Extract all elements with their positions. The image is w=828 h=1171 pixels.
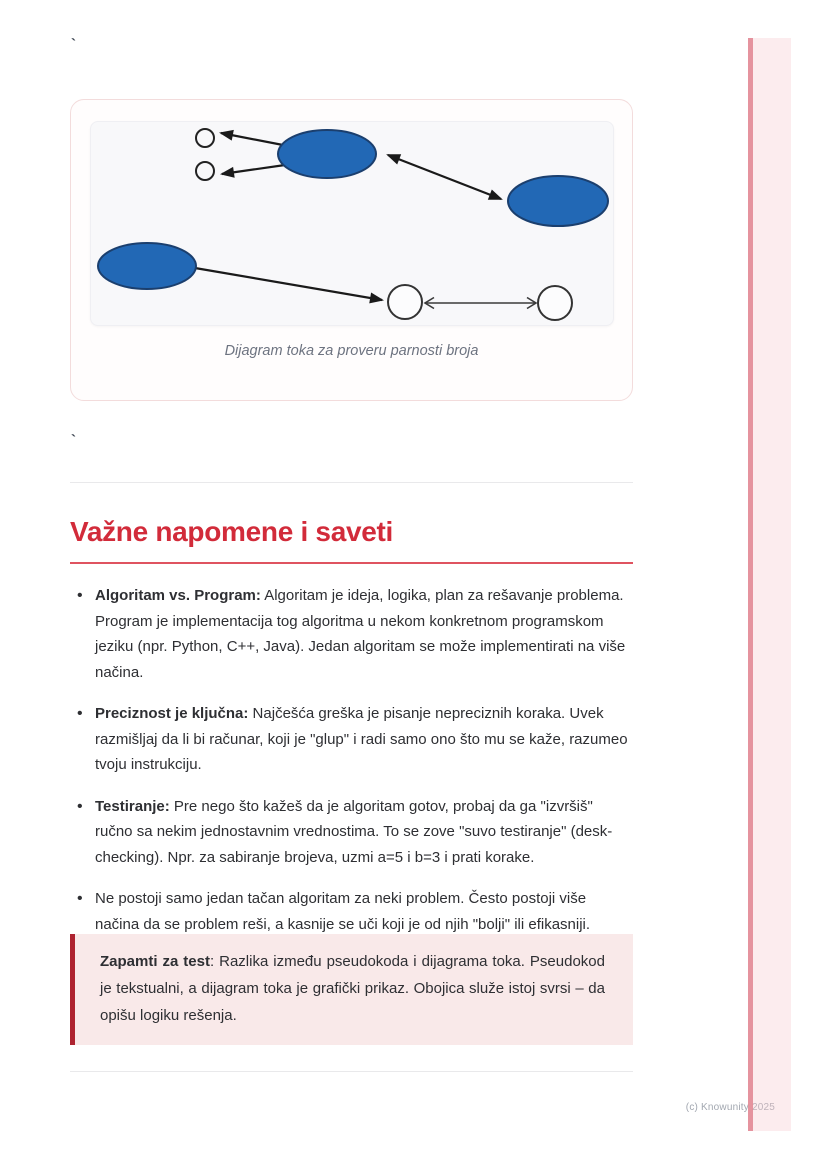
list-item bbox=[70, 583, 633, 685]
notes-list bbox=[70, 583, 633, 953]
section-divider-top bbox=[70, 482, 633, 483]
double-arrow-ellipse1-ellipse2 bbox=[388, 155, 501, 199]
list-item-lead: Algoritam vs. Program: bbox=[95, 587, 261, 604]
list-item-text: Najčešća greška je pisanje nepreciznih koraka. Uvek razmišljaj da li bi računar, koji je "glup" i radi samo ono što mu se kaže, razumeo tvoju instrukciju. bbox=[95, 705, 628, 773]
flowchart-circle-bottom-right bbox=[538, 286, 572, 320]
list-item bbox=[70, 701, 633, 778]
list-item-text: Algoritam je ideja, logika, plan za rešavanje problema. Program je implementacija tog algoritma u nekom konkretnom programskom jeziku (npr. Python, C++, Java). Jedan algoritam se može implementirati na više načina. bbox=[95, 587, 626, 681]
list-item-text: Ne postoji samo jedan tačan algoritam za neki problem. Često postoji više načina da se problem reši, a kasnije se uči koji je od njih "bolji" ili efikasniji. bbox=[95, 890, 591, 933]
callout-lead: Zapamti za test bbox=[100, 953, 210, 970]
page-edge-highlight-stripe bbox=[748, 38, 791, 1131]
section-divider-bottom bbox=[70, 1071, 633, 1072]
arrow-ellipse1-to-circleB bbox=[222, 165, 285, 174]
list-item bbox=[70, 794, 633, 871]
flowchart-ellipse-top bbox=[278, 130, 376, 178]
arrow-ellipse3-to-circle1 bbox=[195, 268, 382, 300]
remember-callout bbox=[70, 934, 633, 1045]
flowchart-diagram-svg bbox=[91, 122, 613, 325]
flowchart-small-circle-a bbox=[196, 129, 214, 147]
list-item-lead: Preciznost je ključna: bbox=[95, 705, 249, 722]
stray-backtick-top: ` bbox=[71, 36, 76, 53]
stray-backtick-middle: ` bbox=[71, 432, 76, 449]
list-item-text: Pre nego što kažeš da je algoritam gotov, probaj da ga "izvršiš" ručno sa nekim jednostavnim vrednostima. To se zove "suvo testiranje" (desk-checking). Npr. za sabiranje brojeva, uzmi a=5 i b=3 i prati korake. bbox=[95, 797, 613, 866]
section-title: Važne napomene i saveti bbox=[70, 516, 633, 564]
list-item bbox=[70, 886, 633, 937]
flowchart-ellipse-left bbox=[98, 243, 196, 289]
list-item-lead: Testiranje: bbox=[95, 797, 170, 815]
flowchart-ellipse-right bbox=[508, 176, 608, 226]
arrow-ellipse1-to-circleA bbox=[221, 133, 283, 145]
copyright-footer: (c) Knowunity 2025 bbox=[685, 1102, 775, 1113]
flowchart-small-circle-b bbox=[196, 162, 214, 180]
callout-text: : Razlika između pseudokoda i dijagrama toka. Pseudokod je tekstualni, a dijagram toka je grafički prikaz. Obojica služe istoj svrsi – da opišu logiku rešenja. bbox=[100, 953, 605, 1024]
figure-caption: Dijagram toka za proveru parnosti broja bbox=[224, 343, 479, 359]
figure-card bbox=[70, 99, 633, 401]
flowchart-image bbox=[90, 121, 614, 326]
flowchart-circle-bottom-left bbox=[388, 285, 422, 319]
